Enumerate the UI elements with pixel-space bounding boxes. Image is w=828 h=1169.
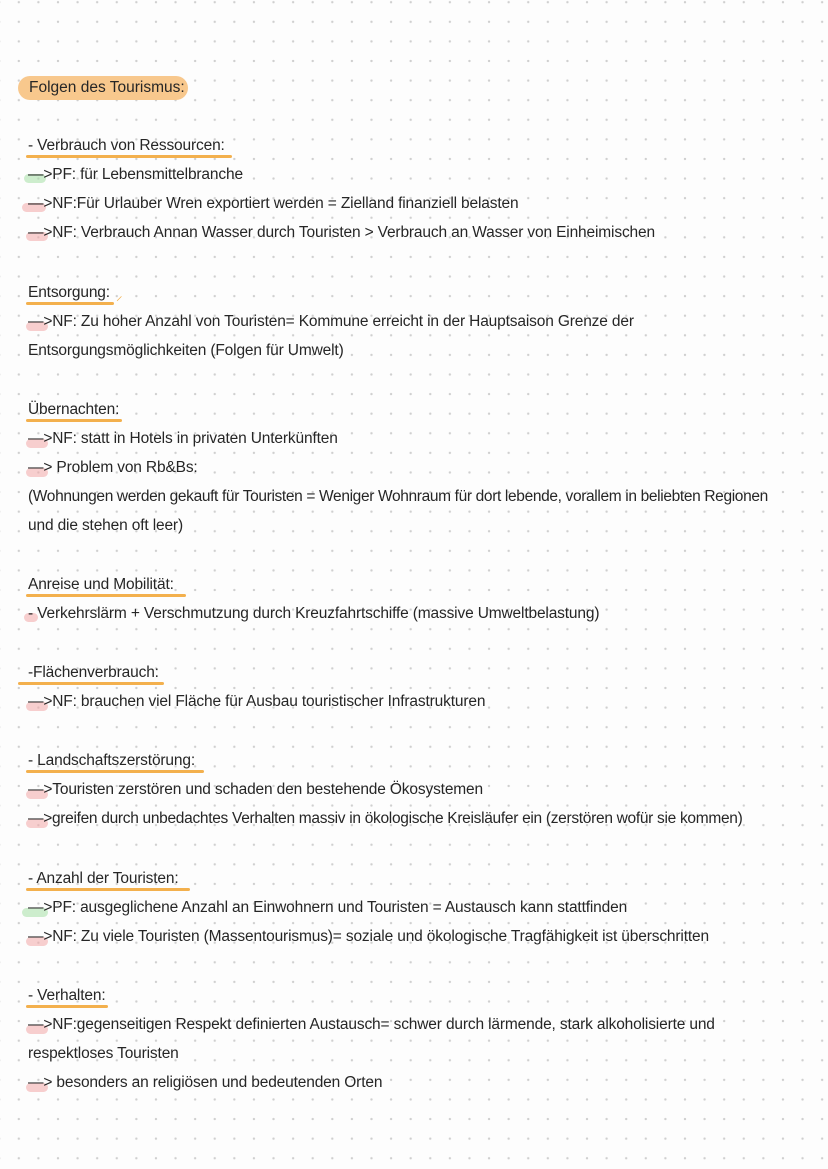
note-line: —>NF: Verbrauch Annan Wasser durch Touristen > Verbrauch an Wasser von Einheimischen [28, 224, 655, 241]
note-line: und die stehen oft leer) [28, 517, 183, 534]
section-heading-uebernachten: Übernachten: [28, 401, 120, 418]
heading-underline [26, 155, 232, 158]
note-line: —>PF: für Lebensmittelbranche [28, 166, 243, 183]
note-line: —> besonders an religiösen und bedeutenden Orten [28, 1074, 383, 1091]
note-line: —>NF:gegenseitigen Respekt definierten Austausch= schwer durch lärmende, stark alkoholisierte und [28, 1016, 715, 1033]
heading-underline [26, 302, 114, 305]
heading-underline [18, 682, 164, 685]
page-title: Folgen des Tourismus: [29, 79, 185, 96]
section-heading-ressourcen: - Verbrauch von Ressourcen: [28, 137, 225, 154]
note-line: —>greifen durch unbedachtes Verhalten massiv in ökologische Kreisläufer ein (zerstören wofür sie kommen) [28, 810, 743, 827]
note-line: —> Problem von Rb&Bs: [28, 459, 198, 476]
note-line: Entsorgungsmöglichkeiten (Folgen für Umwelt) [28, 342, 344, 359]
underline-squiggle: ⸝ [116, 288, 123, 303]
heading-underline [26, 1005, 108, 1008]
note-line: —>NF: Zu hoher Anzahl von Touristen= Kommune erreicht in der Hauptsaison Grenze der [28, 313, 634, 330]
heading-underline [26, 888, 190, 891]
section-heading-landschaftszerstoerung: - Landschaftszerstörung: [28, 752, 195, 769]
heading-underline [26, 419, 122, 422]
heading-underline [26, 594, 186, 597]
note-line: - Verkehrslärm + Verschmutzung durch Kreuzfahrtschiffe (massive Umweltbelastung) [28, 605, 600, 622]
note-line: —>NF: Zu viele Touristen (Massentourismus)= soziale und ökologische Tragfähigkeit ist überschritten [28, 928, 709, 945]
section-heading-verhalten: - Verhalten: [28, 987, 106, 1004]
note-line: —>NF: brauchen viel Fläche für Ausbau touristischer Infrastrukturen [28, 693, 486, 710]
note-line: respektloses Touristen [28, 1045, 179, 1062]
section-heading-anzahl: - Anzahl der Touristen: [28, 870, 179, 887]
heading-underline [26, 770, 204, 773]
section-heading-entsorgung: Entsorgung: [28, 284, 110, 301]
note-line: (Wohnungen werden gekauft für Touristen = Weniger Wohnraum für dort lebende, vorallem in beliebten Regionen [28, 488, 768, 505]
section-heading-anreise: Anreise und Mobilität: [28, 576, 174, 593]
note-line: —>PF: ausgeglichene Anzahl an Einwohnern und Touristen = Austausch kann stattfinden [28, 899, 628, 916]
note-line: —>NF:Für Urlauber Wren exportiert werden = Zielland finanziell belasten [28, 195, 519, 212]
section-heading-flaechenverbrauch: -Flächenverbrauch: [28, 664, 159, 681]
note-line: —>NF: statt in Hotels in privaten Unterkünften [28, 430, 338, 447]
note-line: —>Touristen zerstören und schaden den bestehende Ökosystemen [28, 781, 483, 798]
